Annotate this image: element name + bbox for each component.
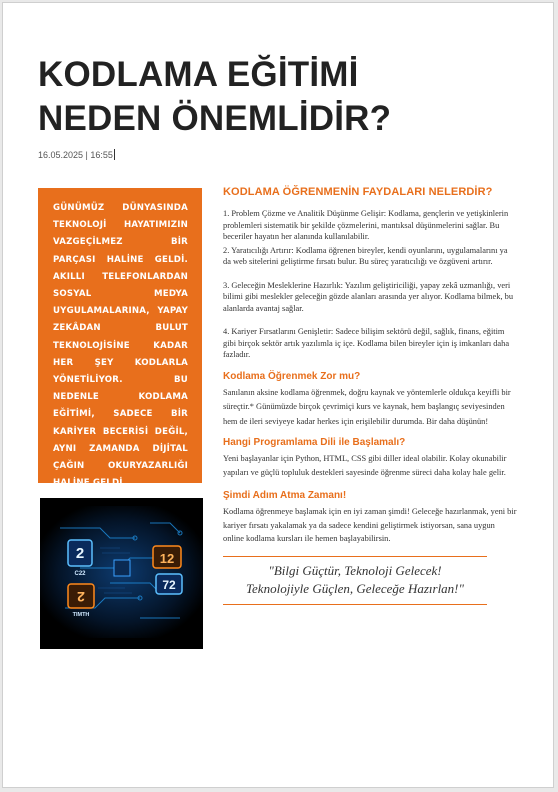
title-line-1: KODLAMA EĞİTİMİ <box>38 55 359 94</box>
quote-line-2: Teknolojiyle Güçlen, Geleceğe Hazırlan!" <box>246 580 464 596</box>
hard-heading: Kodlama Öğrenmek Zor mu? <box>223 370 361 382</box>
language-text: Yeni başlayanlar için Python, HTML, CSS gibi diller ideal olabilir. Kolay okunabilir yapıları ve güçlü topluluk destekleri sayesinde öğrenme süreci daha kolay hale gelir. <box>223 454 507 477</box>
benefit-item-4: 4. Kariyer Fırsatlarını Genişletir: Sadece bilişim sektörü değil, sağlık, finans, eğitim gibi birçok sektör artık yazılımla iç içe. Kodlama bilen bireyler için iş imkanları daha fazladır. <box>223 327 510 359</box>
intro-text: GÜNÜMÜZ DÜNYASINDA TEKNOLOJİ HAYATIMIZIN VAZGEÇİLMEZ BİR PARÇASI HALİNE GELDİ. AKILLI TELEFONLARDAN SOSYAL MEDYA UYGULAMALARINA, YAPAY ZEKÂDAN BULUT TEKNOLOJİSİNE KADAR HER ŞEY KODLARLA YÖNETİLİYOR. BU NEDENLE KODLAMA EĞİTİMİ, SADECE BİR KARİYER BECERİSİ DEĞİL, AYNI ZAMANDA DİJİTAL ÇAĞIN OKURYAZARLIĞI HALİNE GELDİ. <box>53 203 188 489</box>
intro-box <box>38 188 202 489</box>
benefits-heading: KODLAMA ÖĞRENMENİN FAYDALARI NELERDİR? <box>223 186 493 198</box>
chip-label-72: 72 <box>162 578 176 592</box>
benefit-item-1: 1. Problem Çözme ve Analitik Düşünme Gelişir: Kodlama, gençlerin ve yetişkinlerin problemleri sistematik bir şekilde çözmelerini, mantıksal düşünmelerini sağlar. Bu beceriler hayatın her alanında kullanılabilir. <box>223 209 509 241</box>
document-page <box>2 2 554 788</box>
now-text: Kodlama öğrenmeye başlamak için en iyi zaman şimdi! Geleceğe hazırlanmak, yeni bir kariyer fırsatı yakalamak ya da sadece kendini geliştirmek istiyorsan, sana uygun online kodlama kursları ile hemen başlayabilirsin. <box>223 507 517 543</box>
coding-illustration-graphic <box>40 498 203 649</box>
date-text: 16.05.2025 | 16:55 <box>38 150 113 160</box>
closing-quote <box>223 556 487 605</box>
page-title <box>38 53 458 141</box>
article-content <box>223 186 517 605</box>
coding-illustration <box>40 498 203 649</box>
chip-right-top <box>153 546 181 568</box>
chip-label-timth: TIMTH <box>72 612 90 618</box>
benefit-item-3: 3. Geleceğin Mesleklerine Hazırlık: Yazılım geliştiriciliği, yapay zekâ uzmanlığı, veri bilimi gibi meslekler geleceğin gözde alanları arasında yer alıyor. Kodlama bilmek, bu alanlarda avantaj sağlar. <box>223 280 514 313</box>
svg-text:2: 2 <box>75 545 85 562</box>
language-heading: Hangi Programlama Dili ile Başlamalı? <box>223 437 406 448</box>
benefit-item-2: 2. Yaratıcılığı Artırır: Kodlama öğrenen bireyler, kendi oyunlarını, uygulamalarını ya da web sitelerini geliştirme fırsatı bulur. Bu süreç yaratıcılığı ve özgüveni artırır. <box>223 245 508 266</box>
chip-label-c22: C22 <box>74 571 86 577</box>
quote-line-1: "Bilgi Güçtür, Teknoloji Gelecek! <box>268 562 442 578</box>
now-heading: Şimdi Adım Atma Zamanı! <box>223 490 347 501</box>
chip-label-12: 12 <box>159 551 175 566</box>
title-line-2: NEDEN ÖNEMLİDİR? <box>38 99 392 138</box>
svg-text:2: 2 <box>77 589 85 605</box>
hard-text: Sanılanın aksine kodlama öğrenmek, doğru kaynak ve yöntemlerle oldukça keyifli bir süreçtir.* Günümüzde birçok çevrimiçi kurs ve kaynak, hem başlangıç seviyesinden hem de ileri seviyeye kadar herkes için erişilebilir durumda. Bir daha düşünün! <box>223 387 511 426</box>
chip-right-bottom <box>156 574 182 594</box>
publish-date <box>38 149 115 160</box>
text-cursor <box>114 149 115 160</box>
